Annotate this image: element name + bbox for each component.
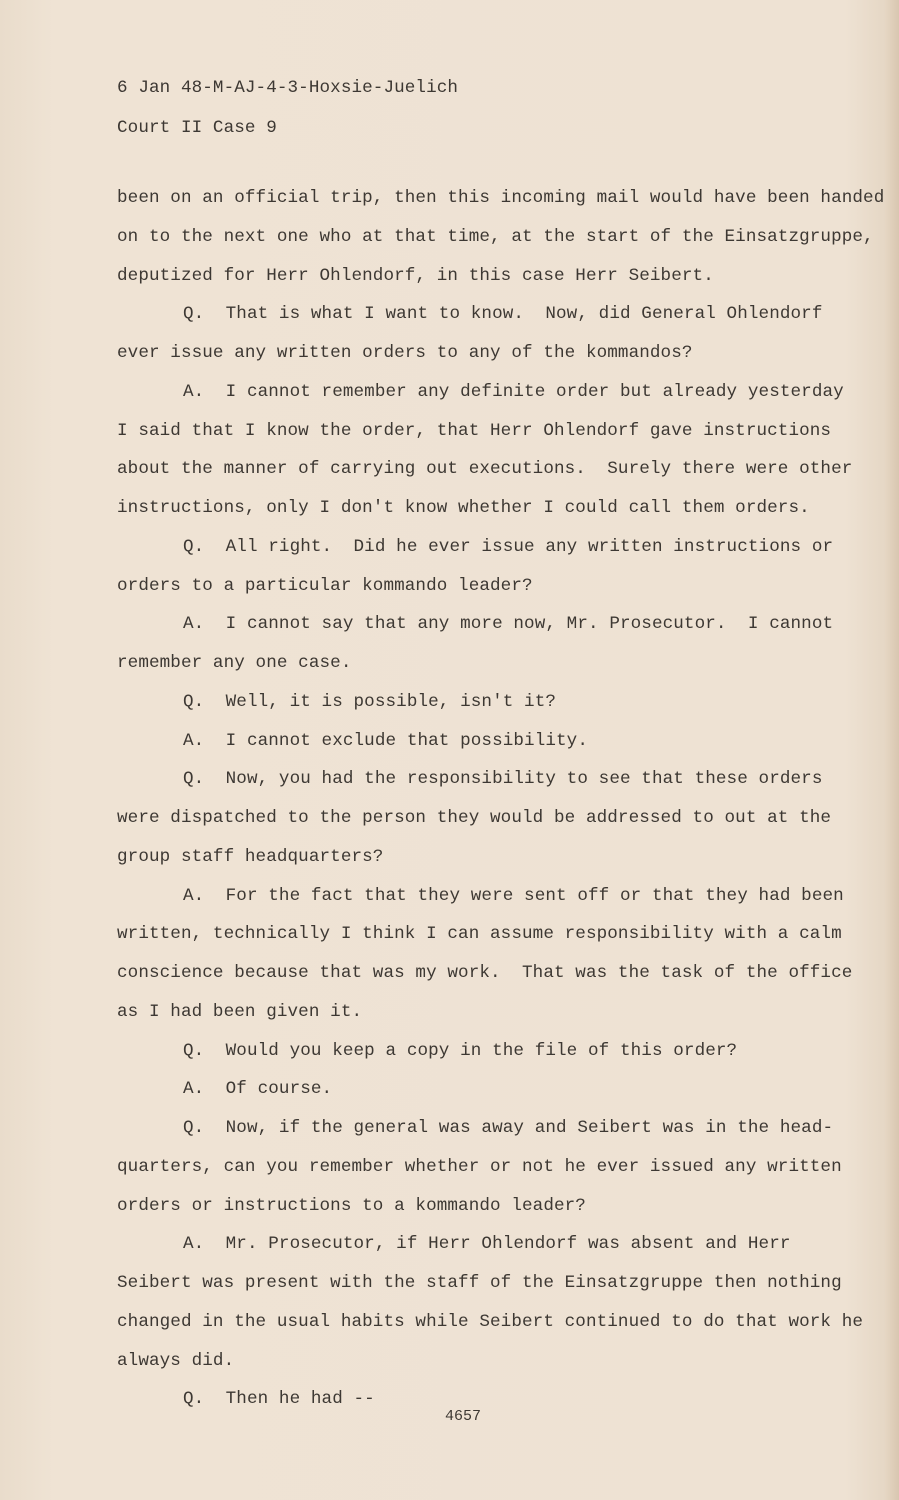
transcript-line: Seibert was present with the staff of the Einsatzgruppe then nothing <box>117 1273 842 1293</box>
header-reference: 6 Jan 48-M-AJ-4-3-Hoxsie-Juelich <box>117 78 459 98</box>
transcript-line: A. For the fact that they were sent off or that they had been <box>183 885 844 906</box>
transcript-line: remember any one case. <box>117 653 352 673</box>
transcript-line: Q. Now, you had the responsibility to see that these orders <box>183 769 823 790</box>
transcript-line: group staff headquarters? <box>117 846 384 867</box>
page-number: 4657 <box>445 1408 482 1425</box>
transcript-line: orders to a particular kommando leader? <box>117 575 533 596</box>
transcript-line: always did. <box>117 1350 235 1371</box>
header-court-case: Court II Case 9 <box>117 118 277 138</box>
transcript-line: Q. Would you keep a copy in the file of this order? <box>183 1040 738 1061</box>
transcript-line: A. I cannot exclude that possibility. <box>183 730 589 751</box>
transcript-line: Q. That is what I want to know. Now, did General Ohlendorf <box>183 304 823 325</box>
transcript-line: been on an official trip, then this incoming mail would have been handed <box>117 188 885 208</box>
transcript-line: conscience because that was my work. That was the task of the office <box>117 963 853 983</box>
transcript-line: quarters, can you remember whether or not he ever issued any written <box>117 1156 842 1177</box>
transcript-line: A. Of course. <box>183 1079 333 1100</box>
transcript-line: I said that I know the order, that Herr Ohlendorf gave instructions <box>117 420 832 441</box>
transcript-line: about the manner of carrying out executions. Surely there were other <box>117 459 853 480</box>
transcript-line: written, technically I think I can assume responsibility with a calm <box>117 924 842 945</box>
transcript-line: were dispatched to the person they would be addressed to out at the <box>117 808 832 828</box>
transcript-line: Q. All right. Did he ever issue any written instructions or <box>183 536 834 557</box>
paper-edge <box>885 0 899 1500</box>
transcript-line: Q. Then he had -- <box>183 1389 375 1410</box>
transcript-line: Q. Well, it is possible, isn't it? <box>183 691 557 712</box>
transcript-line: A. I cannot remember any definite order but already yesterday <box>183 381 844 402</box>
transcript-line: changed in the usual habits while Seibert continued to do that work he <box>117 1311 864 1332</box>
transcript-line: A. Mr. Prosecutor, if Herr Ohlendorf was absent and Herr <box>183 1234 791 1255</box>
transcript-line: Q. Now, if the general was away and Seibert was in the head- <box>183 1118 834 1138</box>
transcript-line: deputized for Herr Ohlendorf, in this case Herr Seibert. <box>117 265 714 286</box>
transcript-line: on to the next one who at that time, at the start of the Einsatzgruppe, <box>117 226 874 247</box>
transcript-line: ever issue any written orders to any of the kommandos? <box>117 343 693 363</box>
transcript-line: orders or instructions to a kommando leader? <box>117 1195 586 1216</box>
transcript-line: A. I cannot say that any more now, Mr. Prosecutor. I cannot <box>183 614 834 635</box>
transcript-line: as I had been given it. <box>117 1001 363 1022</box>
transcript-line: instructions, only I don't know whether I could call them orders. <box>117 498 810 518</box>
